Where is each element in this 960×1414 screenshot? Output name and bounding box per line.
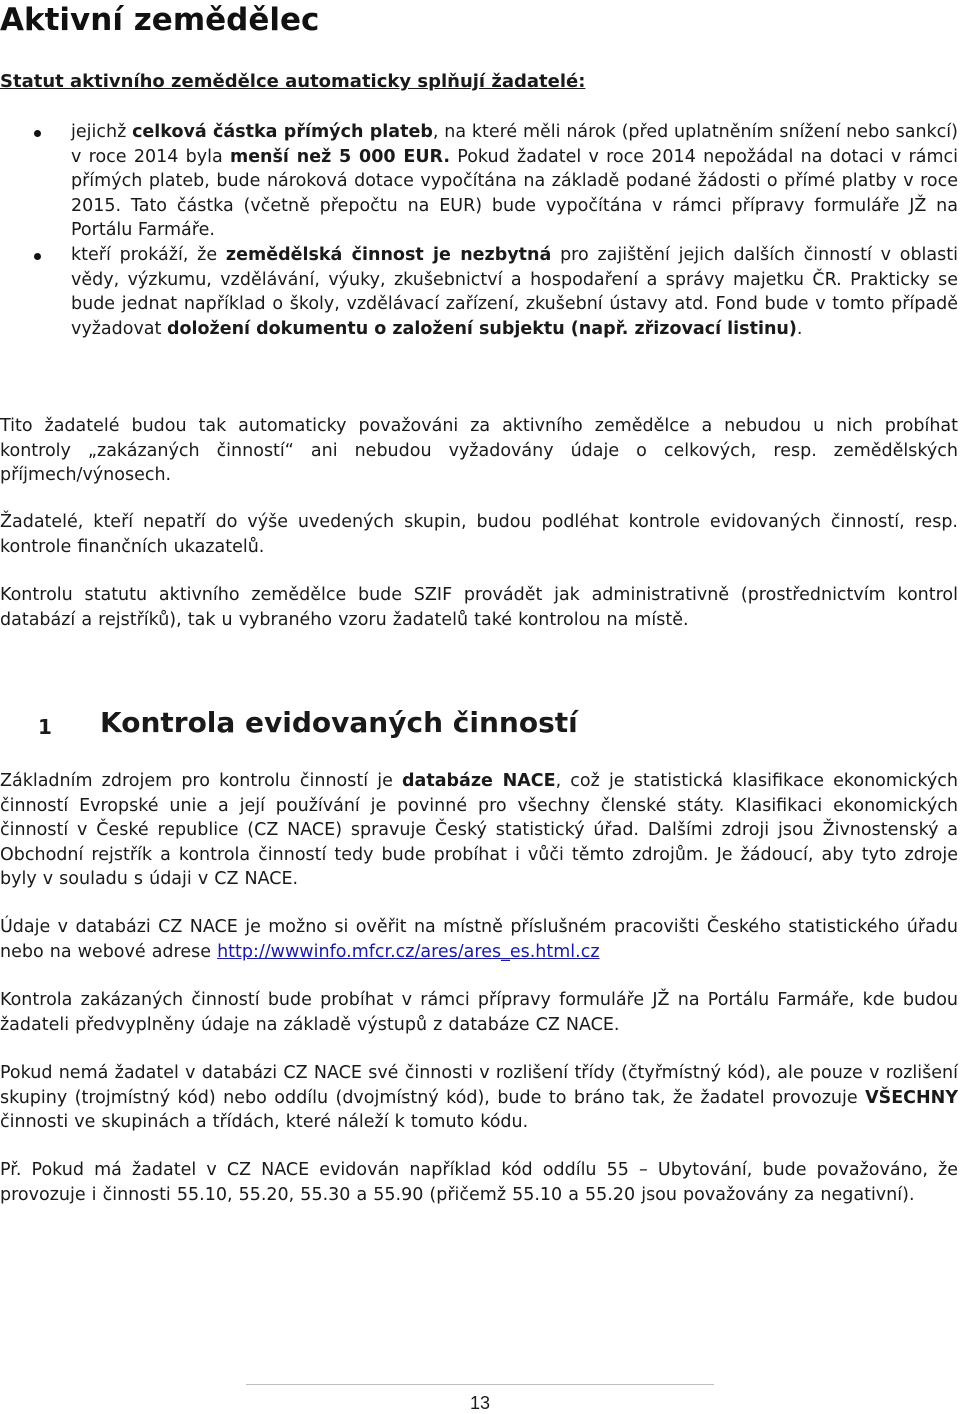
p4-bold: databáze NACE [402,771,556,791]
paragraph-6: Kontrola zakázaných činností bude probíhat v rámci přípravy formuláře JŽ na Portálu Farmáře, kde budou žadateli předvyplněny údaje na základě výstupů z databáze CZ NACE. [0,990,958,1035]
p4-text-a: Základním zdrojem pro kontrolu činností je [0,771,403,791]
bullet-1-text-b: , na které měli nárok (před uplatněním snížení nebo sankcí) v roce 2014 byla [71,122,958,167]
bullet-1-text-a: jejichž [71,122,133,142]
bullet-item-2 [71,243,958,341]
p5-text: Údaje v databázi CZ NACE je možno si ověřit na místně příslušném pracovišti Českého statistického úřadu nebo na webové adrese [0,917,958,962]
paragraph-4 [0,769,958,892]
nace-link[interactable]: http://wwwinfo.mfcr.cz/ares/ares_es.html.cz [217,941,600,962]
paragraph-3: Kontrolu statutu aktivního zemědělce bude SZIF provádět jak administrativně (prostřednictvím kontrol databází a rejstříků), tak u vybraného vzoru žadatelů také kontrolou na místě. [0,585,958,630]
p7-text-a: Pokud nemá žadatel v databázi CZ NACE své činnosti v rozlišení třídy (čtyřmístný kód), ale pouze v rozlišení skupiny (trojmístný kód) nebo oddílu (dvojmístný kód), bude to bráno tak, že žadatel provozuje [0,1063,958,1108]
bullet-2-bold-b: doložení dokumentu o založení subjektu (např. zřizovací listinu) [166,318,797,339]
bullet-1-text-c: Pokud žadatel v roce 2014 nepožádal na dotaci v rámci přímých plateb, bude nároková dotace vypočítána na základě podané žádosti o přímé platby v roce 2015. Tato částka (včetně přepočtu na EUR) bude vypočítána v rámci přípravy formuláře JŽ na Portálu Farmáře. [71,146,958,240]
footer-divider [246,1384,714,1385]
paragraph-2: Žadatelé, kteří nepatří do výše uvedených skupin, budou podléhat kontrole evidovaných činností, resp. kontrole finančních ukazatelů. [0,512,958,557]
p4-text-b: , což je statistická klasifikace ekonomických činností Evropské unie a její používání je povinné pro všechny členské státy. Klasifikaci ekonomických činností v České republice (CZ NACE) spravuje Český statistický úřad. Dalšími zdroji jsou Živnostenský a Obchodní rejstřík a kontrola činností tedy bude probíhat i vůči těmto zdrojům. Je žádoucí, aby tyto zdroje byly v souladu s údaji v CZ NACE. [0,771,959,889]
page-title: Aktivní zemědělec [0,2,320,38]
bullet-2-bold-a: zemědělská činnost je nezbytná [225,245,552,265]
bullet-2-text-b: pro zajištění jejich dalších činností v oblasti vědy, výzkumu, vzdělávání, výuky, zkušebnictví a hospodaření a správy majetku ČR. Prakticky se bude jednat například o školy, vzdělávací zařízení, zkušební ústavy atd. Fond bude v tomto případě vyžadovat [71,245,958,339]
bullet-item-1 [71,120,958,243]
bullet-dot [34,130,41,137]
bullet-1-bold-a: celková částka přímých plateb [132,122,433,142]
bullet-2-text-a: kteří prokáží, že [71,245,226,265]
bullet-2-text-c: . [796,318,803,339]
section-subtitle: Statut aktivního zemědělce automaticky splňují žadatelé: [0,71,586,92]
section-heading: Kontrola evidovaných činností [100,706,578,739]
paragraph-8: Př. Pokud má žadatel v CZ NACE evidován například kód oddílu 55 – Ubytování, bude považováno, že provozuje i činnosti 55.10, 55.20, 55.30 a 55.90 (přičemž 55.10 a 55.20 jsou považovány za negativní). [0,1160,958,1205]
paragraph-1: Tito žadatelé budou tak automaticky považováni za aktivního zemědělce a nebudou u nich probíhat kontroly „zakázaných činností“ ani nebudou vyžadovány údaje o celkových, resp. zemědělských příjmech/výnosech. [0,416,958,485]
p7-bold: VŠECHNY [865,1087,958,1108]
p7-text-b: činnosti ve skupinách a třídách, které náleží k tomuto kódu. [0,1112,529,1132]
section-number: 1 [38,715,52,739]
bullet-1-bold-b: menší než 5 000 EUR. [229,146,450,167]
paragraph-5 [0,915,958,964]
bullet-dot [34,253,41,260]
page-number: 13 [469,1393,491,1413]
paragraph-7 [0,1061,958,1135]
